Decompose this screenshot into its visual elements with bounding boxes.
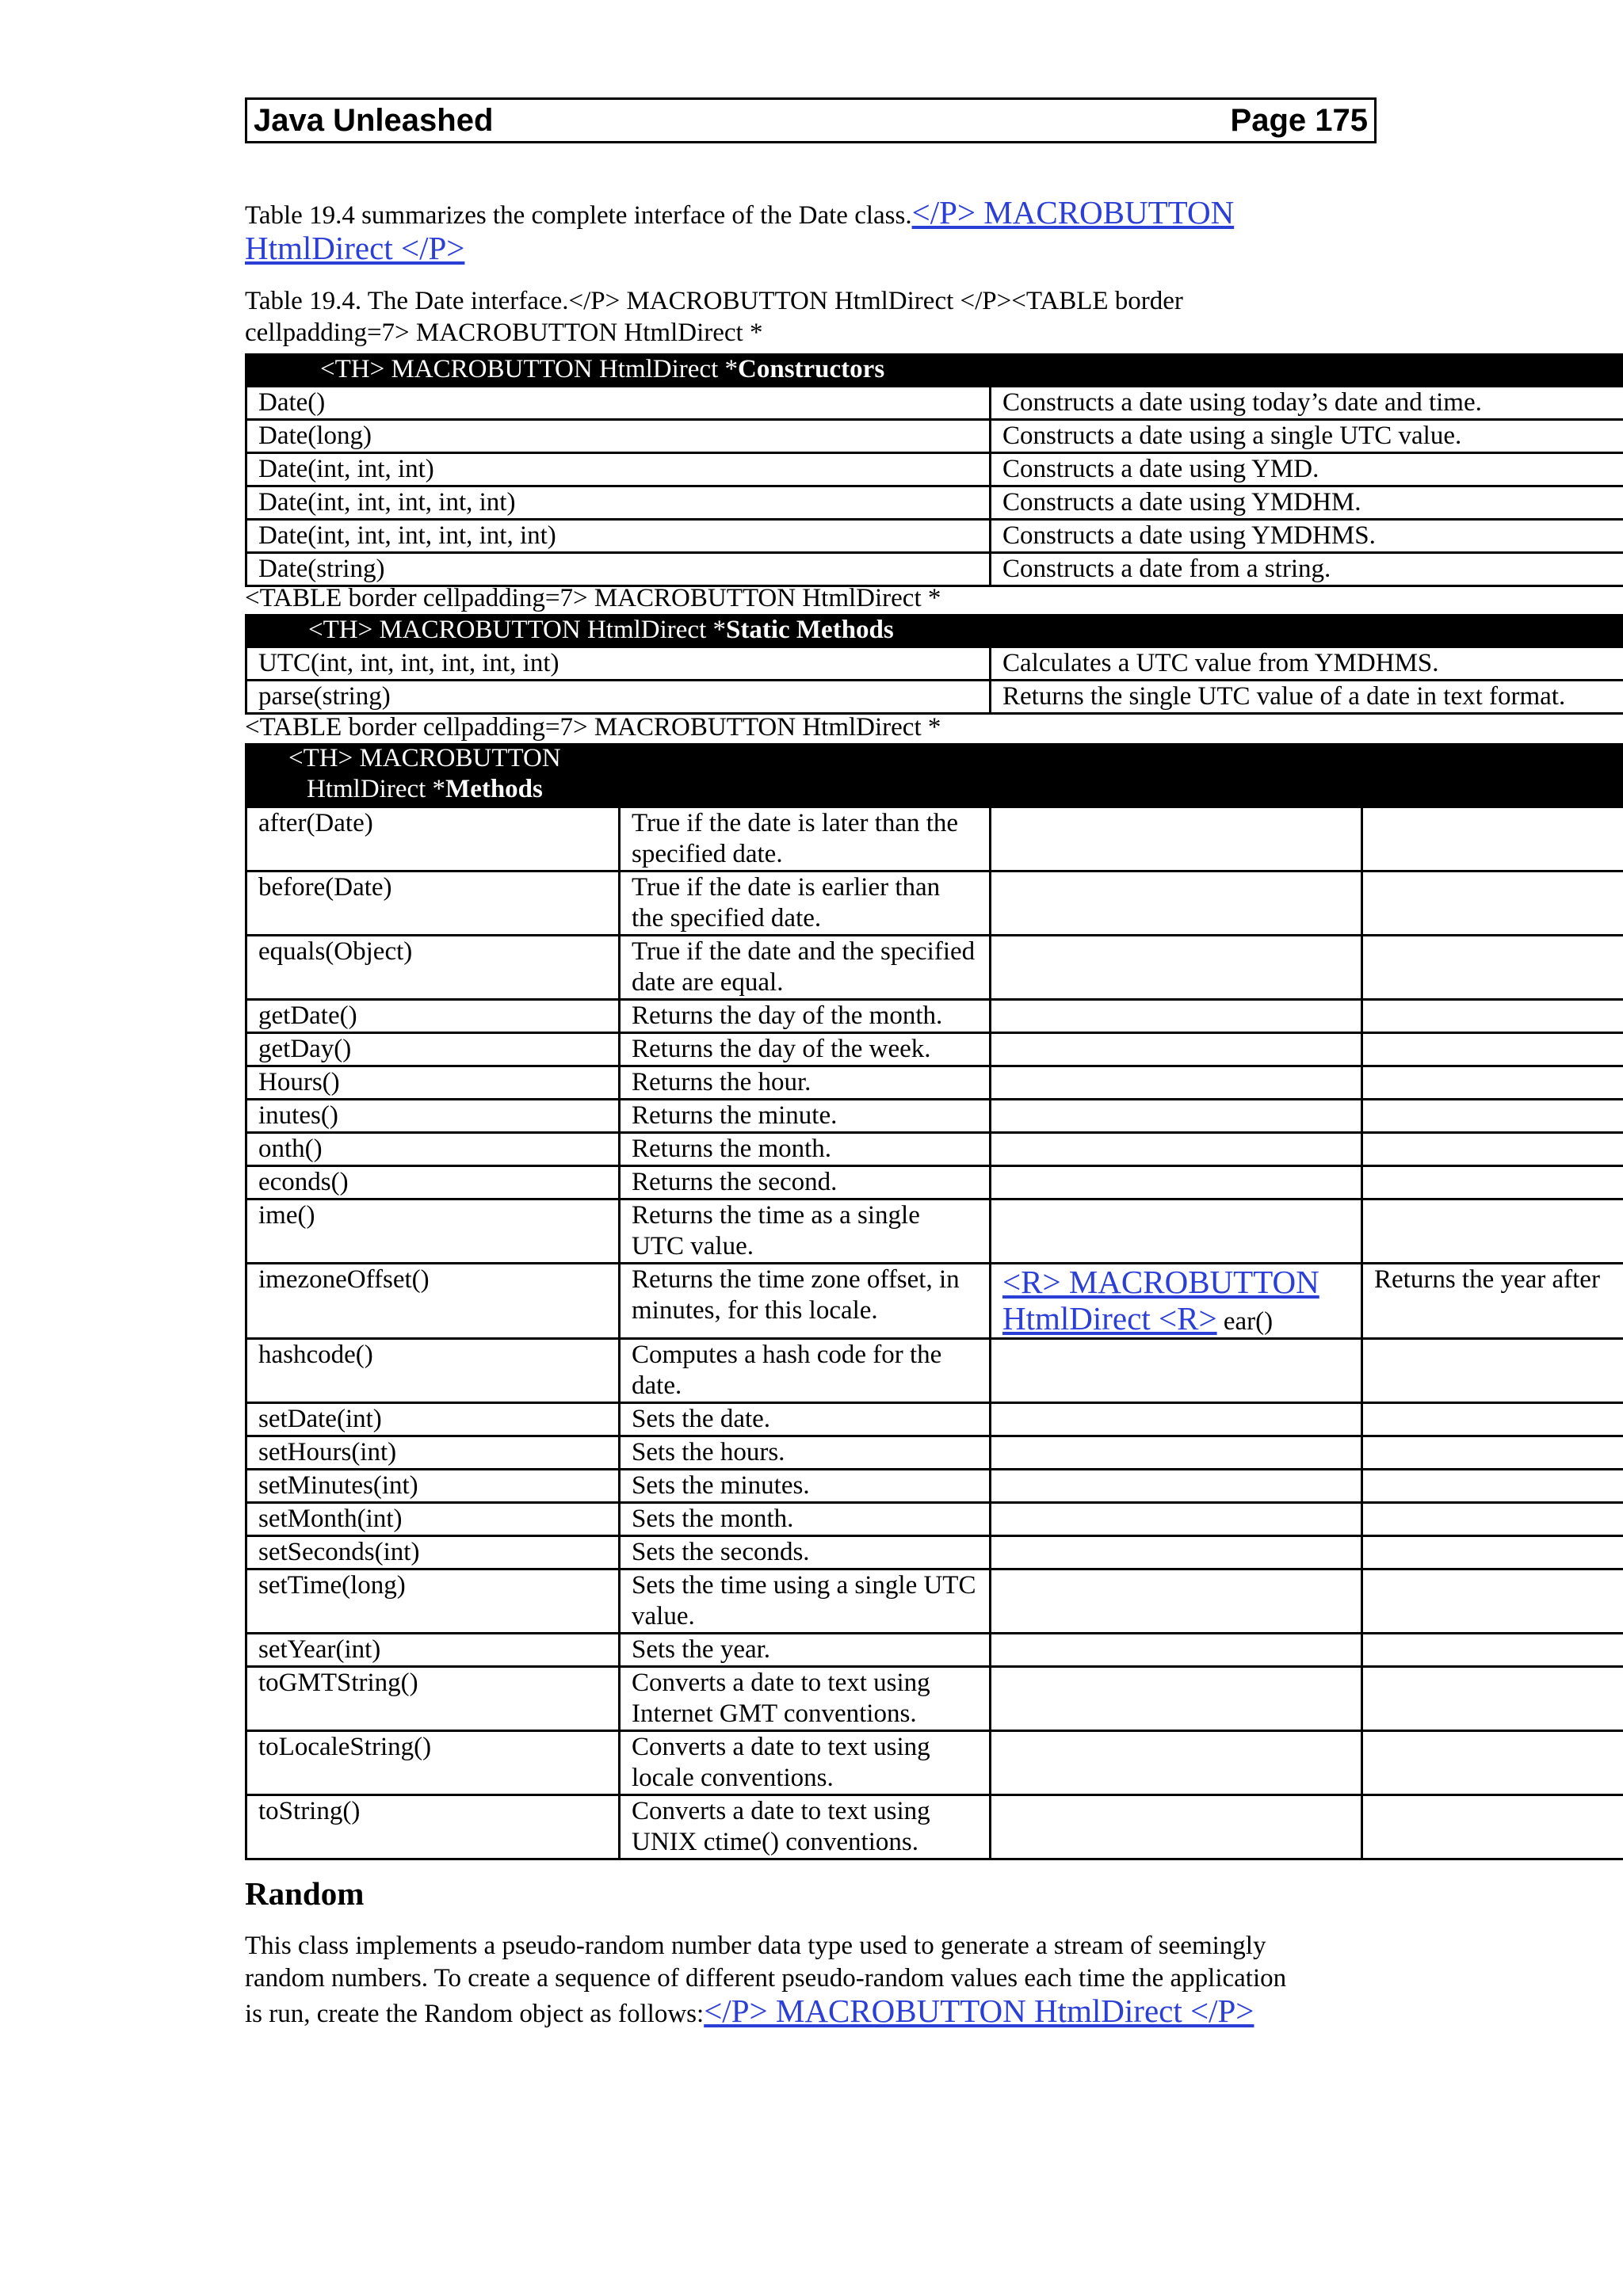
table-caption	[245, 285, 1434, 349]
table-cell	[1362, 807, 1623, 871]
table-cell	[1362, 1536, 1623, 1569]
table-cell: inutes()	[246, 1100, 620, 1133]
table-cell	[991, 1339, 1362, 1403]
table-cell: Date(long)	[246, 420, 991, 453]
table-cell	[1362, 1166, 1623, 1199]
table-cell: setTime(long)	[246, 1569, 620, 1634]
table-cell: toGMTString()	[246, 1667, 620, 1731]
table-cell	[991, 1264, 1362, 1339]
table-row	[246, 520, 1623, 553]
table-row	[246, 1133, 1623, 1166]
table-cell: Returns the time as a single UTC value.	[620, 1199, 991, 1264]
table-cell: UTC(int, int, int, int, int, int)	[246, 647, 991, 681]
intro-text: Table 19.4 summarizes the complete interface of the Date class.	[245, 201, 912, 230]
table-cell: True if the date and the specified date are equal.	[620, 936, 991, 1000]
table-cell	[991, 1536, 1362, 1569]
table-cell	[991, 1503, 1362, 1536]
year-method-fragment: ear()	[1216, 1307, 1274, 1336]
table-cell: imezoneOffset()	[246, 1264, 620, 1339]
table-row	[246, 420, 1623, 453]
table-cell	[1362, 1100, 1623, 1133]
table-cell	[1362, 1667, 1623, 1731]
page-header	[245, 97, 1377, 143]
table-cell: onth()	[246, 1133, 620, 1166]
table-cell: getDate()	[246, 1000, 620, 1033]
table-cell	[991, 1795, 1362, 1859]
table-cell: Date(string)	[246, 553, 991, 586]
table-row	[246, 387, 1623, 420]
table-cell: ime()	[246, 1199, 620, 1264]
table-cell	[991, 936, 1362, 1000]
table-cell: Returns the second.	[620, 1166, 991, 1199]
random-heading: Random	[245, 1875, 365, 1912]
table-cell	[991, 1470, 1362, 1503]
table-cell	[1362, 1066, 1623, 1100]
table-row	[246, 1033, 1623, 1066]
table-cell: Converts a date to text using Internet GMT conventions.	[620, 1667, 991, 1731]
table-cell	[1362, 1133, 1623, 1166]
table-row	[246, 1339, 1623, 1403]
table-cell: Returns the year after	[1362, 1264, 1623, 1339]
intro-paragraph	[245, 196, 1370, 268]
table-cell: Date(int, int, int)	[246, 453, 991, 486]
table-row	[246, 1634, 1623, 1667]
table-cell: setMonth(int)	[246, 1503, 620, 1536]
table-row	[246, 1000, 1623, 1033]
table-cell: Returns the time zone offset, in minutes, for this locale.	[620, 1264, 991, 1339]
table-cell: Calculates a UTC value from YMDHMS.	[991, 647, 1623, 681]
random-line-3: is run, create the Random object as follows:	[245, 2000, 705, 2028]
table-cell: after(Date)	[246, 807, 620, 871]
table-row	[246, 1569, 1623, 1634]
table-cell	[991, 1436, 1362, 1470]
table-cell	[991, 1000, 1362, 1033]
table-cell: toLocaleString()	[246, 1731, 620, 1795]
table-cell: Constructs a date using YMD.	[991, 453, 1623, 486]
methods-table	[245, 806, 1623, 1860]
book-title: Java Unleashed	[254, 103, 494, 138]
table-cell: Returns the hour.	[620, 1066, 991, 1100]
methods-header-line-1: <TH> MACROBUTTON	[288, 744, 561, 772]
table-cell: toString()	[246, 1795, 620, 1859]
table-row	[246, 486, 1623, 520]
table-cell	[991, 1731, 1362, 1795]
table-cell	[1362, 1199, 1623, 1264]
table-row	[246, 936, 1623, 1000]
table-cell	[1362, 936, 1623, 1000]
table-cell	[1362, 1403, 1623, 1436]
table-cell: Returns the day of the month.	[620, 1000, 991, 1033]
table-cell: setMinutes(int)	[246, 1470, 620, 1503]
table-cell	[991, 1133, 1362, 1166]
table-cell	[1362, 1569, 1623, 1634]
static-methods-table	[245, 646, 1623, 715]
table-cell	[991, 1066, 1362, 1100]
table-row	[246, 1199, 1623, 1264]
table-cell: Sets the time using a single UTC value.	[620, 1569, 991, 1634]
table-cell	[1362, 1731, 1623, 1795]
table-cell: parse(string)	[246, 681, 991, 714]
table-cell: Sets the date.	[620, 1403, 991, 1436]
static-methods-header	[245, 614, 1623, 646]
table-row	[246, 1731, 1623, 1795]
methods-header	[245, 743, 1623, 807]
table-cell: Hours()	[246, 1066, 620, 1100]
table-cell	[1362, 871, 1623, 936]
table-cell: Constructs a date using a single UTC value.	[991, 420, 1623, 453]
table-cell: Sets the month.	[620, 1503, 991, 1536]
table-cell: Returns the minute.	[620, 1100, 991, 1133]
table-cell	[1362, 1634, 1623, 1667]
table-row	[246, 681, 1623, 714]
table-cell: hashcode()	[246, 1339, 620, 1403]
year-macro-link[interactable]: <R> MACROBUTTON HtmlDirect <R>	[1002, 1264, 1319, 1337]
table-row	[246, 1100, 1623, 1133]
table-cell: Constructs a date using YMDHM.	[991, 486, 1623, 520]
methods-header-line-2: HtmlDirect *	[307, 775, 446, 803]
table-row	[246, 553, 1623, 586]
table-cell: setHours(int)	[246, 1436, 620, 1470]
random-line-2: random numbers. To create a sequence of different pseudo-random values each time the application	[245, 1964, 1287, 1993]
table-cell	[991, 1634, 1362, 1667]
table-cell	[991, 1569, 1362, 1634]
table-cell: True if the date is earlier than the specified date.	[620, 871, 991, 936]
table-cell	[1362, 1436, 1623, 1470]
methods-header-title: Methods	[445, 775, 543, 803]
table-cell: setYear(int)	[246, 1634, 620, 1667]
table-cell	[1362, 1339, 1623, 1403]
table-cell: Sets the hours.	[620, 1436, 991, 1470]
table-row	[246, 1470, 1623, 1503]
table-cell	[1362, 1795, 1623, 1859]
table-row	[246, 1536, 1623, 1569]
constructors-header	[245, 353, 1623, 386]
table-cell: Returns the single UTC value of a date in text format.	[991, 681, 1623, 714]
table-cell: Constructs a date using today’s date and time.	[991, 387, 1623, 420]
table-cell	[991, 1199, 1362, 1264]
table-row	[246, 1066, 1623, 1100]
table-row	[246, 1264, 1623, 1339]
constructors-table	[245, 385, 1623, 587]
table-cell: equals(Object)	[246, 936, 620, 1000]
table-cell	[991, 1033, 1362, 1066]
table-cell: Sets the year.	[620, 1634, 991, 1667]
table-cell	[991, 1166, 1362, 1199]
table-cell: Constructs a date using YMDHMS.	[991, 520, 1623, 553]
table-row	[246, 1436, 1623, 1470]
table-row	[246, 807, 1623, 871]
table-cell	[991, 871, 1362, 936]
table-cell	[1362, 1470, 1623, 1503]
table-row	[246, 1166, 1623, 1199]
random-paragraph	[245, 1930, 1434, 2031]
table-cell: setDate(int)	[246, 1403, 620, 1436]
table-cell: Sets the seconds.	[620, 1536, 991, 1569]
table-row	[246, 647, 1623, 681]
static-table-tag: <TABLE border cellpadding=7> MACROBUTTON HtmlDirect *	[245, 584, 941, 612]
constructors-header-prefix: <TH> MACROBUTTON HtmlDirect *	[320, 355, 739, 383]
table-cell	[1362, 1033, 1623, 1066]
table-cell: True if the date is later than the specified date.	[620, 807, 991, 871]
table-caption-line-1: Table 19.4. The Date interface.</P> MACROBUTTON HtmlDirect </P><TABLE border	[245, 287, 1183, 315]
table-cell: Computes a hash code for the date.	[620, 1339, 991, 1403]
table-cell: before(Date)	[246, 871, 620, 936]
table-row	[246, 1403, 1623, 1436]
table-cell: setSeconds(int)	[246, 1536, 620, 1569]
random-macro-link[interactable]: </P> MACROBUTTON HtmlDirect </P>	[704, 1993, 1254, 2029]
table-row	[246, 1795, 1623, 1859]
random-line-1: This class implements a pseudo-random number data type used to generate a stream of seemingly	[245, 1932, 1266, 1960]
table-row	[246, 453, 1623, 486]
methods-table-tag: <TABLE border cellpadding=7> MACROBUTTON HtmlDirect *	[245, 713, 941, 742]
page-number: Page 175	[1230, 103, 1368, 138]
table-cell: Converts a date to text using UNIX ctime() conventions.	[620, 1795, 991, 1859]
table-cell: Converts a date to text using locale conventions.	[620, 1731, 991, 1795]
table-row	[246, 1503, 1623, 1536]
intro-macro-link[interactable]: </P> MACROBUTTON HtmlDirect </P>	[245, 194, 1235, 266]
table-cell: Date(int, int, int, int, int, int)	[246, 520, 991, 553]
static-methods-header-title: Static Methods	[726, 616, 894, 644]
table-cell: econds()	[246, 1166, 620, 1199]
table-row	[246, 871, 1623, 936]
table-cell	[1362, 1503, 1623, 1536]
table-caption-line-2: cellpadding=7> MACROBUTTON HtmlDirect *	[245, 318, 763, 347]
table-row	[246, 1667, 1623, 1731]
table-cell: Returns the day of the week.	[620, 1033, 991, 1066]
table-cell	[991, 1667, 1362, 1731]
table-cell: Date(int, int, int, int, int)	[246, 486, 991, 520]
table-cell: Returns the month.	[620, 1133, 991, 1166]
table-cell: Date()	[246, 387, 991, 420]
table-cell: Sets the minutes.	[620, 1470, 991, 1503]
table-cell: Constructs a date from a string.	[991, 553, 1623, 586]
table-cell	[991, 807, 1362, 871]
table-cell	[991, 1403, 1362, 1436]
table-cell	[1362, 1000, 1623, 1033]
table-cell: getDay()	[246, 1033, 620, 1066]
constructors-header-title: Constructors	[738, 355, 885, 383]
static-methods-header-prefix: <TH> MACROBUTTON HtmlDirect *	[308, 616, 727, 644]
table-cell	[991, 1100, 1362, 1133]
